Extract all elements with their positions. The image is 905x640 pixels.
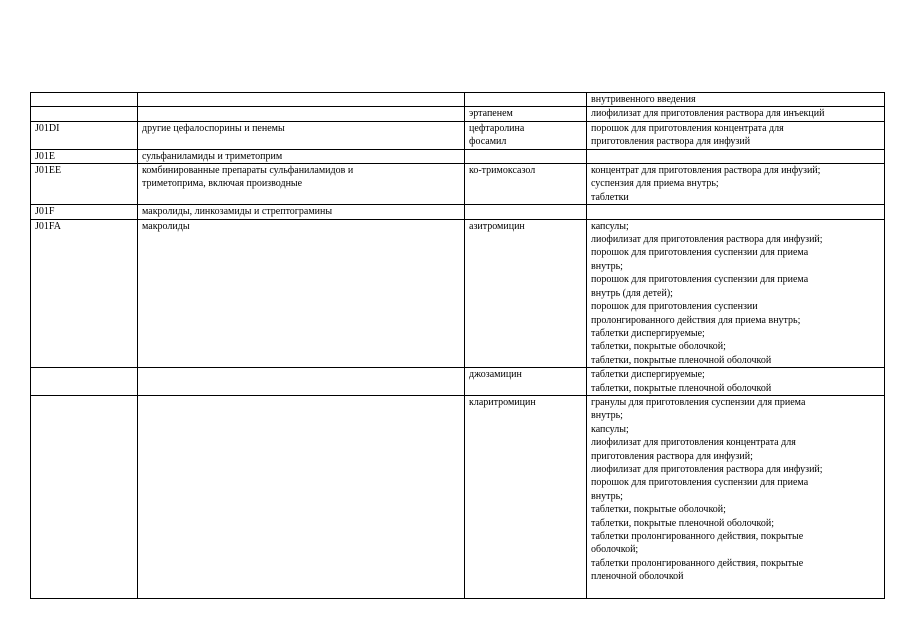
- group-name-cell: макролиды: [138, 219, 465, 367]
- group-name-cell: комбинированные препараты сульфаниламидов и триметоприма, включая производные: [138, 164, 465, 205]
- table-row: [31, 149, 885, 163]
- drug-name-cell: азитромицин: [465, 219, 587, 367]
- dosage-form-line: таблетки диспергируемые;: [591, 327, 705, 339]
- dosage-forms-cell: [587, 395, 885, 598]
- dosage-form-line: пленочной оболочкой: [591, 571, 684, 583]
- table-row: [31, 93, 885, 107]
- dosage-form-line: приготовления раствора для инфузий: [591, 136, 751, 148]
- atc-code-cell: J01F: [31, 205, 138, 219]
- atc-code-cell: [31, 93, 138, 107]
- dosage-form-line: лиофилизат для приготовления концентрата для: [591, 437, 796, 449]
- table-row: [31, 164, 885, 205]
- group-name-cell: [138, 93, 465, 107]
- dosage-form-line: капсулы;: [591, 220, 629, 232]
- dosage-forms-cell: [587, 107, 885, 121]
- group-name-cell: другие цефалоспорины и пенемы: [138, 121, 465, 149]
- table-row: [31, 219, 885, 367]
- dosage-forms-cell: [587, 368, 885, 396]
- dosage-form-line: таблетки, покрытые пленочной оболочкой: [591, 382, 772, 394]
- dosage-form-line: внутрь;: [591, 410, 623, 422]
- dosage-form-line: гранулы для приготовления суспензии для приема: [591, 396, 806, 408]
- table-row: [31, 107, 885, 121]
- atc-code-cell: J01DI: [31, 121, 138, 149]
- dosage-form-line: таблетки, покрытые пленочной оболочкой: [591, 354, 772, 366]
- dosage-form-line: лиофилизат для приготовления раствора для инфузий;: [591, 234, 823, 246]
- atc-code-cell: [31, 395, 138, 598]
- drug-name-cell: [465, 149, 587, 163]
- dosage-form-line: таблетки пролонгированного действия, покрытые: [591, 557, 804, 569]
- atc-code-cell: [31, 107, 138, 121]
- table-row: [31, 205, 885, 219]
- dosage-forms-cell: [587, 219, 885, 367]
- dosage-form-line: таблетки: [591, 191, 629, 203]
- dosage-forms-cell: [587, 121, 885, 149]
- drug-table: [30, 92, 885, 599]
- dosage-form-line: приготовления раствора для инфузий;: [591, 450, 753, 462]
- group-name-cell: [138, 395, 465, 598]
- group-name-cell: [138, 368, 465, 396]
- dosage-form-line: пролонгированного действия для приема внутрь;: [591, 314, 801, 326]
- table-row: [31, 121, 885, 149]
- dosage-form-line: порошок для приготовления суспензии: [591, 301, 758, 313]
- atc-code-cell: J01EE: [31, 164, 138, 205]
- dosage-form-line: таблетки диспергируемые;: [591, 369, 705, 381]
- dosage-form-line: внутривенного введения: [591, 94, 696, 105]
- drug-name-cell: джозамицин: [465, 368, 587, 396]
- table-row: [31, 395, 885, 598]
- dosage-forms-cell: [587, 149, 885, 163]
- dosage-form-line: порошок для приготовления суспензии для приема: [591, 477, 809, 489]
- drug-name-cell: цефтаролина фосамил: [465, 121, 587, 149]
- drug-name-cell: [465, 205, 587, 219]
- atc-code-cell: [31, 368, 138, 396]
- atc-code-cell: J01FA: [31, 219, 138, 367]
- dosage-form-line: порошок для приготовления суспензии для приема: [591, 247, 809, 259]
- dosage-form-line: таблетки, покрытые оболочкой;: [591, 341, 726, 353]
- table-row: [31, 368, 885, 396]
- dosage-form-line: внутрь;: [591, 490, 623, 502]
- dosage-forms-cell: [587, 164, 885, 205]
- dosage-form-line: концентрат для приготовления раствора для инфузий;: [591, 165, 821, 177]
- atc-code-cell: J01E: [31, 149, 138, 163]
- dosage-form-line: лиофилизат для приготовления раствора для инъекций: [591, 108, 825, 120]
- dosage-form-line: суспензия для приема внутрь;: [591, 178, 719, 190]
- dosage-form-line: лиофилизат для приготовления раствора для инфузий;: [591, 463, 823, 475]
- drug-name-cell: эртапенем: [465, 107, 587, 121]
- dosage-form-line: внутрь;: [591, 260, 623, 272]
- dosage-form-line: капсулы;: [591, 423, 629, 435]
- drug-name-cell: ко-тримоксазол: [465, 164, 587, 205]
- dosage-form-line: таблетки пролонгированного действия, покрытые: [591, 531, 804, 542]
- drug-name-cell: кларитромицин: [465, 395, 587, 598]
- group-name-cell: макролиды, линкозамиды и стрептограмины: [138, 205, 465, 219]
- group-name-cell: сульфаниламиды и триметоприм: [138, 149, 465, 163]
- dosage-form-line: порошок для приготовления концентрата для: [591, 122, 784, 134]
- dosage-form-line: таблетки, покрытые оболочкой;: [591, 504, 726, 516]
- dosage-form-line: внутрь (для детей);: [591, 287, 673, 299]
- dosage-forms-cell: [587, 205, 885, 219]
- dosage-forms-cell: [587, 93, 885, 107]
- dosage-form-line: таблетки, покрытые пленочной оболочкой;: [591, 517, 775, 529]
- group-name-cell: [138, 107, 465, 121]
- dosage-form-line: оболочкой;: [591, 544, 639, 556]
- dosage-form-line: порошок для приготовления суспензии для приема: [591, 274, 809, 286]
- drug-name-cell: [465, 93, 587, 107]
